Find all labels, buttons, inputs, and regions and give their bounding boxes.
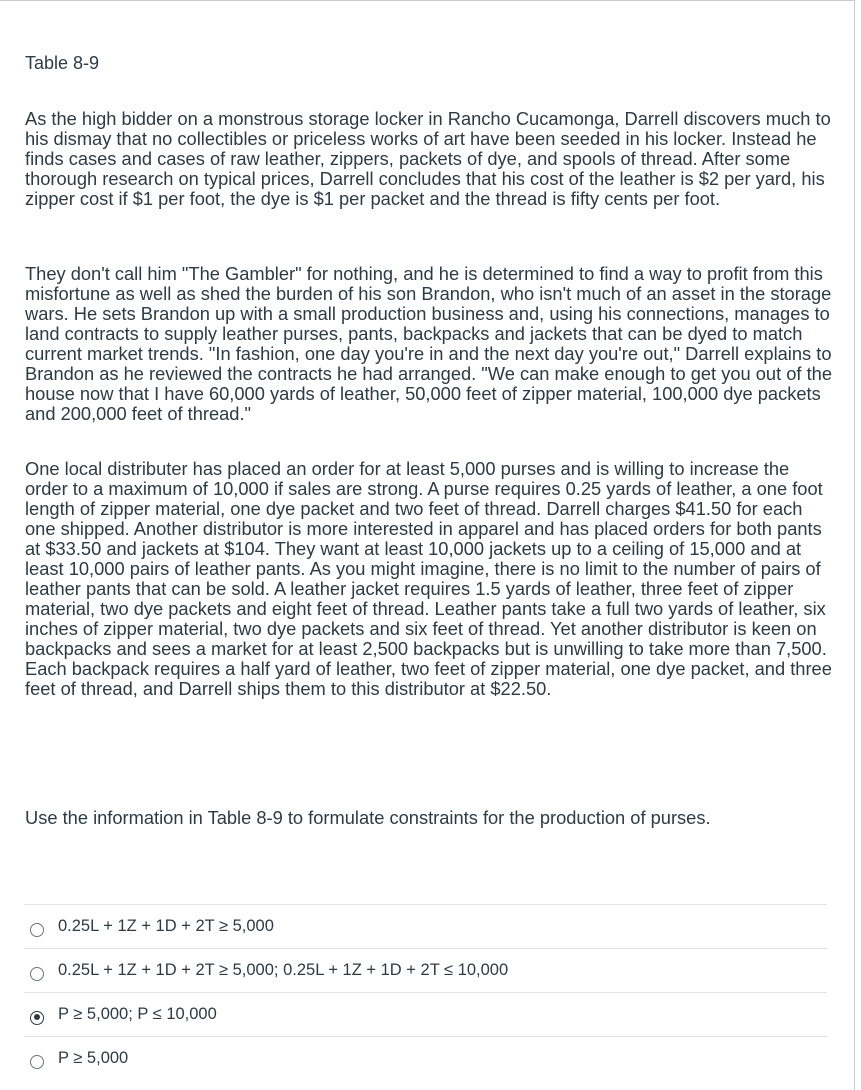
answer-option-4[interactable] <box>24 1037 827 1080</box>
answer-label: 0.25L + 1Z + 1D + 2T ≥ 5,000 <box>58 917 274 935</box>
answer-option-2[interactable] <box>24 949 827 993</box>
answer-label: 0.25L + 1Z + 1D + 2T ≥ 5,000; 0.25L + 1Z + 1D + 2T ≤ 10,000 <box>58 961 509 979</box>
answer-option-3[interactable] <box>24 993 827 1037</box>
answer-label: P ≥ 5,000 <box>58 1049 129 1067</box>
question-title: Table 8-9 <box>25 53 100 73</box>
radio-button-icon[interactable] <box>30 923 44 937</box>
answer-list <box>24 904 827 1080</box>
radio-button-checked-icon[interactable] <box>30 1011 44 1025</box>
answer-option-1[interactable] <box>24 905 827 949</box>
question-paragraph-1: As the high bidder on a monstrous storage locker in Rancho Cucamonga, Darrell discovers much to his dismay that no collectibles or priceless works of art have been seeded in his locker. Instead he finds cases and cases of raw leather, zippers, packets of dye, and spools of thread. After some thorough research on typical prices, Darrell concludes that his cost of the leather is $2 per yard, his zipper cost if $1 per foot, the dye is $1 per packet and the thread is fifty cents per foot. <box>25 108 831 209</box>
radio-button-icon[interactable] <box>30 1055 44 1069</box>
radio-button-icon[interactable] <box>30 967 44 981</box>
answer-label: P ≥ 5,000; P ≤ 10,000 <box>58 1005 217 1023</box>
question-prompt: Use the information in Table 8-9 to formulate constraints for the production of purses. <box>25 807 711 828</box>
question-paragraph-2: They don't call him "The Gambler" for nothing, and he is determined to find a way to profit from this misfortune as well as shed the burden of his son Brandon, who isn't much of an asset in the storage wars. He sets Brandon up with a small production business and, using his connections, manages to land contracts to supply leather purses, pants, backpacks and jackets that can be dyed to match current market trends. "In fashion, one day you're in and the next day you're out," Darrell explains to Brandon as he reviewed the contracts he had arranged. "We can make enough to get you out of the house now that I have 60,000 yards of leather, 50,000 feet of zipper material, 100,000 dye packets and 200,000 feet of thread." <box>25 263 832 424</box>
question-paragraph-3: One local distributer has placed an order for at least 5,000 purses and is willing to increase the order to a maximum of 10,000 if sales are strong. A purse requires 0.25 yards of leather, a one foot length of zipper material, one dye packet and two feet of thread. Darrell charges $41.50 for each one shipped. Another distributor is more interested in apparel and has placed orders for both pants at $33.50 and jackets at $104. They want at least 10,000 jackets up to a ceiling of 15,000 and at least 10,000 pairs of leather pants. As you might imagine, there is no limit to the number of pairs of leather pants that can be sold. A leather jacket requires 1.5 yards of leather, three feet of zipper material, two dye packets and eight feet of thread. Leather pants take a full two yards of leather, six inches of zipper material, two dye packets and six feet of thread. Yet another distributor is keen on backpacks and sees a market for at least 2,500 backpacks but is unwilling to take more than 7,500. Each backpack requires a half yard of leather, two feet of zipper material, one dye packet, and three feet of thread, and Darrell ships them to this distributor at $22.50. <box>25 458 832 699</box>
